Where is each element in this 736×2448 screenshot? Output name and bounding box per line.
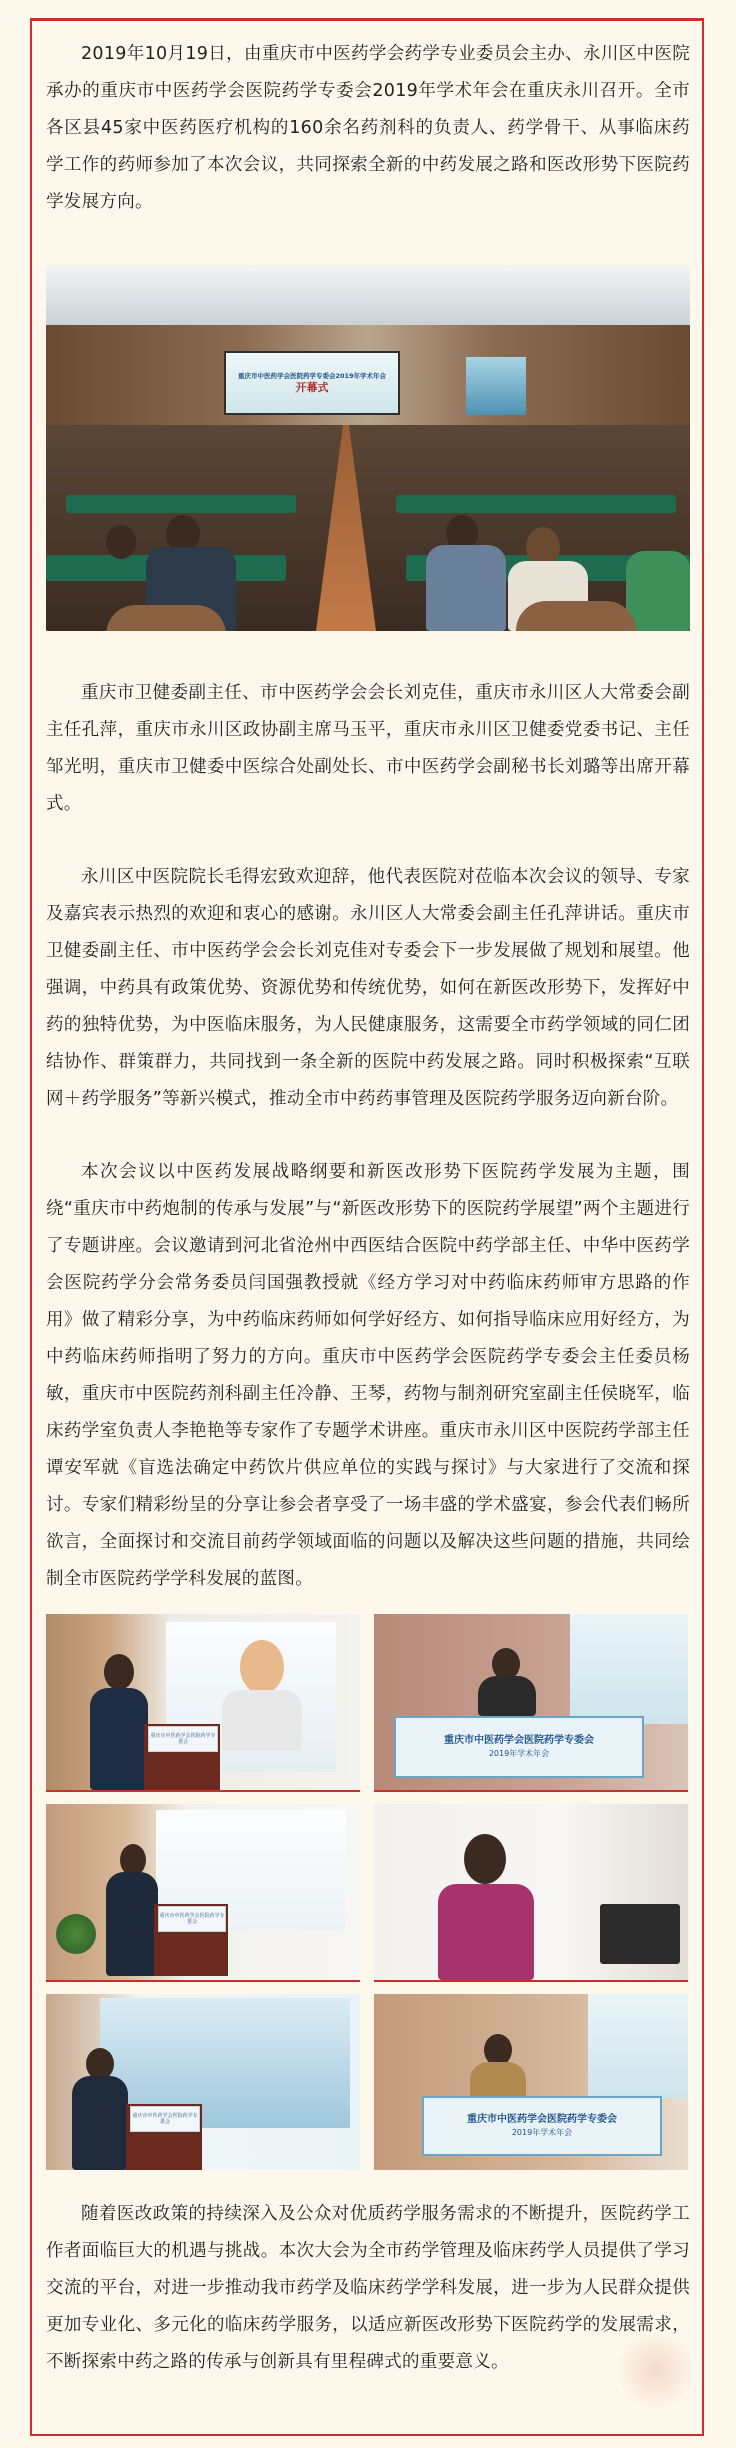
- stage-screen: [224, 351, 400, 415]
- side-screen: [466, 357, 526, 415]
- attendee: [626, 551, 690, 631]
- projection-screen: [588, 1994, 688, 2098]
- speaker: [90, 1688, 148, 1790]
- podium-banner: [422, 2096, 662, 2156]
- plant: [56, 1914, 96, 1954]
- paragraph-welcome: 永川区中医院院长毛得宏致欢迎辞，他代表医院对莅临本次会议的领导、专家及嘉宾表示热烈的欢迎和衷心的感谢。永川区人大常委会副主任孔萍讲话。重庆市卫健委副主任、市中医药学会会长刘克佳对专委会下一步发展做了规划和展望。他强调，中药具有政策优势、资源优势和传统优势，如何在新医改形势下，发挥好中药的独特优势，为中医临床服务，为人民健康服务，这需要全市药学领域的同仁团结协作、群策群力，共同找到一条全新的医院中药发展之路。同时积极探索“互联网＋药学服务”等新兴模式，推动全市中药药事管理及医院药学服务迈向新台阶。: [46, 867, 690, 1109]
- paragraph-attendees: 重庆市卫健委副主任、市中医药学会会长刘克佳，重庆市永川区人大常委会副主任孔萍，重庆市永川区政协副主席马玉平，重庆市永川区卫健委党委书记、主任邹光明，重庆市卫健委中医综合处副处长、市中医药学会副秘书长刘璐等出席开幕式。: [46, 683, 690, 814]
- conference-hall-photo: [46, 265, 690, 631]
- screen-subtitle: 开幕式: [295, 380, 329, 394]
- speaker: [72, 2076, 128, 2170]
- speaker-photo: [46, 1994, 360, 2170]
- podium-sign: [130, 2106, 200, 2132]
- speaker: [104, 1654, 134, 1690]
- speaker-photo-grid: [46, 1614, 690, 2170]
- speaker-photo: [374, 1994, 688, 2170]
- speaker-photo: [46, 1614, 360, 1792]
- podium-sign: [158, 1906, 226, 1932]
- podium-sign: [148, 1726, 218, 1752]
- speaker-photo: [374, 1614, 688, 1792]
- screen-title: 重庆市中医药学会医院药学专委会2019年学术年会: [237, 371, 387, 380]
- podium-sign-text: 重庆市中医药学会医院药学专委会: [159, 1913, 225, 1925]
- table-row: [66, 495, 296, 513]
- speaker-photo: [46, 1804, 360, 1982]
- podium-banner: [394, 1716, 644, 1778]
- attendee: [426, 545, 506, 631]
- table-row: [396, 495, 676, 513]
- speaker: [106, 1872, 158, 1976]
- paragraph-lectures: 本次会议以中医药发展战略纲要和新医改形势下医院药学发展为主题，围绕“重庆市中药炮制的传承与发展”与“新医改形势下的医院药学展望”两个主题进行了专题讲座。会议邀请到河北省沧州中西医结合医院中药学部主任、中华中医药学会医院药学分会常务委员闫国强教授就《经方学习对中药临床药师审方思路的作用》做了精彩分享，为中药临床药师如何学好经方、如何指导临床应用好经方，为中药临床药师指明了努力的方向。重庆市中医药学会医院药学专委会主任委员杨敏，重庆市中医院药剂科副主任冷静、王琴，药物与制剂研究室副主任侯晓军，临床药学室负责人李艳艳等专家作了专题学术讲座。重庆市永川区中医院药学部主任谭安军就《盲选法确定中药饮片供应单位的实践与探讨》与大家进行了交流和探讨。专家们精彩纷呈的分享让参会者享受了一场丰盛的学术盛宴，参会代表们畅所欲言，全面探讨和交流目前药学领域面临的问题以及解决这些问题的措施，共同绘制全市医院药学学科发展的蓝图。: [46, 1162, 690, 1589]
- article-content: [46, 36, 690, 2381]
- attendee: [106, 525, 136, 559]
- speaker: [464, 1834, 506, 1884]
- projection-screen: [570, 1614, 688, 1724]
- podium-sign-text: 重庆市中医药学会医院药学专委会: [444, 1735, 594, 1746]
- speaker: [438, 1884, 534, 1980]
- speaker-photo: [374, 1804, 688, 1982]
- paragraph-intro: 2019年10月19日，由重庆市中医药学会药学专业委员会主办、永川区中医院承办的重庆市中医药学会医院药学专委会2019年学术年会在重庆永川召开。全市各区县45家中医药医疗机构的160余名药剂科的负责人、药学骨干、从事临床药学工作的药师参加了本次会议，共同探索全新的中药发展之路和医改形势下医院药学发展方向。: [46, 44, 690, 212]
- chair: [516, 601, 636, 631]
- laptop: [600, 1904, 680, 1964]
- podium-sign-text: 重庆市中医药学会医院药学专委会: [467, 2114, 617, 2125]
- screen-portrait: [240, 1640, 284, 1694]
- podium-sign-text: 重庆市中医药学会医院药学专委会: [132, 2113, 198, 2125]
- speaker: [478, 1676, 536, 1716]
- podium-sign-subtext: 2019年学术年会: [511, 2128, 573, 2137]
- podium-sign-text: 重庆市中医药学会医院药学专委会: [150, 1733, 216, 1745]
- paragraph-conclusion: 随着医改政策的持续深入及公众对优质药学服务需求的不断提升，医院药学工作者面临巨大的机遇与挑战。本次大会为全市药学管理及临床药学人员提供了学习交流的平台，对进一步推动我市药学及临床药学学科发展，进一步为人民群众提供更加专业化、多元化的临床药学服务，以适应新医改形势下医院药学的发展需求，不断探索中药之路的传承与创新具有里程碑式的重要意义。: [46, 2204, 690, 2372]
- chair: [106, 605, 226, 631]
- podium-sign-subtext: 2019年学术年会: [488, 1749, 550, 1758]
- decorative-flower: [616, 2330, 696, 2410]
- screen-portrait: [222, 1690, 302, 1750]
